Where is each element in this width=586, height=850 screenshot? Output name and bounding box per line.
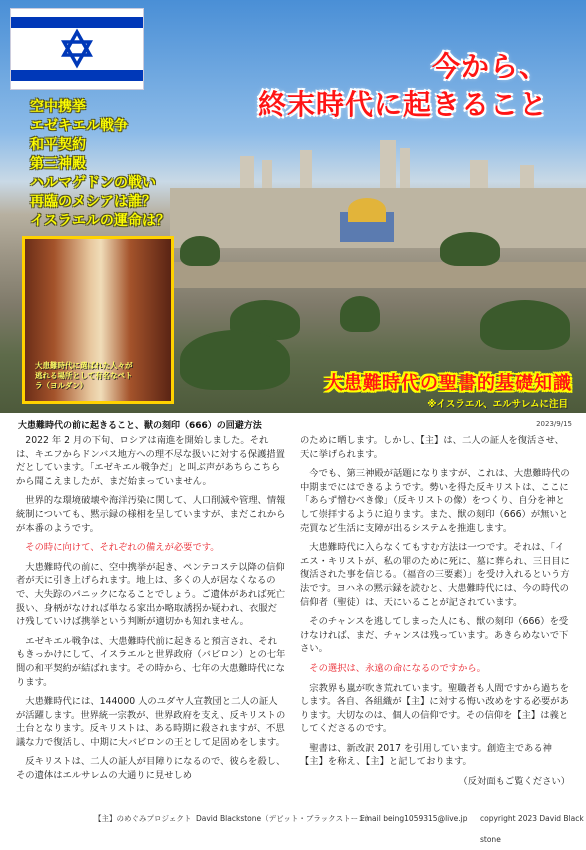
footer-email: Email being1059315@live.jp: [360, 814, 468, 823]
paragraph: 世界的な環境破壊や海洋汚染に関して、人口削減や管理、情報統制についても、黙示録の様相を呈していますが、まだこれからが本番のようです。: [16, 495, 286, 534]
paragraph: 2022 年 2 月の下旬、ロシアは南進を開始しました。それは、キエフからドンバス地方への理不尽な扱いに対する保護措置だとしています。「エゼキエル戦争だ」と叫ぶ声があちらこちらから聞こえましたが、まだ始まっていません。: [16, 435, 285, 487]
city-wall: [170, 262, 586, 288]
footer-copyright: copyright 2023 David Black stone: [480, 814, 584, 844]
hero-banner: [0, 0, 586, 413]
article-left-column: [16, 434, 286, 789]
paragraph: 反キリストは、二人の証人が目障りになるので、彼らを殺し、その遺体はエルサレムの大通りに見せしめ: [16, 756, 286, 782]
petra-caption: 大患難時代に選ばれた人々が逃れる場所として有名なペトラ（ヨルダン）: [35, 361, 133, 390]
topic-item: ハルマゲドンの戦い: [30, 175, 156, 191]
topic-item: エゼキエル戦争: [30, 118, 128, 134]
hero-title-line2: 終末時代に起きること: [257, 88, 548, 121]
paragraph: のために晒します。しかし、【主】は、二人の証人を復活させ、天に挙げられます。: [300, 435, 564, 460]
footer-project: 【主】のめぐみプロジェクト: [94, 814, 192, 823]
article-date: 2023/9/15: [536, 420, 572, 428]
footer: [0, 808, 586, 844]
topic-item: イスラエルの運命は？: [30, 213, 170, 229]
paragraph: 聖書は、新改訳 2017 を引用しています。創造主である神【主】を称え、【主】と記しております。: [300, 742, 552, 768]
tree: [480, 300, 570, 350]
paragraph: そのチャンスを逃してしまった人にも、獣の刻印（666）を受けなければ、まだ、チャンスは残っています。あきらめないで下さい。: [300, 616, 569, 655]
article-headline: 大患難時代の前に起きること、獣の刻印（666）の回避方法: [18, 421, 262, 431]
footer-author: David Blackstone（デビット・ブラックストーン）: [196, 814, 373, 823]
paragraph: （反対面もご覧ください）: [458, 776, 570, 788]
paragraph: その選択は、永遠の命になるのですから。: [309, 662, 486, 674]
petra-photo: [22, 236, 174, 404]
paragraph: エゼキエル戦争は、大患難時代前に起きると預言され、それもきっかけにして、イスラエルと世界政府（バビロン）との七年間の和平契約が結ばれます。その時から、七年の大患難時代になります。: [16, 635, 286, 688]
tree: [440, 232, 500, 266]
paragraph: 大患難時代に入らなくてもすむ方法は一つです。それは、「イエス・キリストが、私の罪のために死に、墓に葬られ、三日目に復活された事を信じる。（福音の三要素）」を受け入れるという方法です。ヨハネの黙示録を読むと、大患難時代には、今の時代の信仰者（聖徒）は、天にいることが記されています。: [300, 542, 570, 608]
israel-flag: [10, 8, 144, 90]
tree: [340, 296, 380, 332]
golden-dome: [348, 198, 386, 222]
hero-subcaption: ※イスラエル、エルサレムに注目: [427, 399, 568, 410]
tree: [180, 236, 220, 266]
paragraph: 今でも、第三神殿が話題になりますが、これは、大患難時代の中期までにはできるようです。勢いを得た反キリストは、ここに「あらず憎むべき像」（反キリストの像）をつくり、自分を神として崇拝するように迫ります。また、獣の刻印（666）が無いと売買など生活に支障が出るシステムを推進します。: [300, 468, 570, 534]
topic-item: 第三神殿: [30, 156, 86, 172]
paragraph: 大患難時代の前に、空中携挙が起き、ペンテコステ以降の信仰者が天に引き上げられます。地上は、多くの人が居なくなるので、大失踪のパニックになることでしょう。ご遺体があれば死亡扱い、身柄がなければ単なる家出か略取誘拐か疑われ、衣服だけ残していけば携挙という判断が適切かも知れません。: [16, 561, 286, 628]
topic-item: 再臨のメシアは誰？: [30, 194, 156, 210]
paragraph: 大患難時代には、144000 人のユダヤ人宣教団と二人の証人が活躍します。世界統一宗教が、世界政府を支え、反キリストの土台となります。反キリストは、ある時期に殺されますが、不思議な力で復活し、中期に大バビロンの王として足固めをします。: [16, 696, 286, 748]
tree: [180, 330, 290, 390]
topic-item: 和平契約: [30, 137, 86, 153]
article-right-column: [300, 434, 570, 795]
hero-subtitle: 大患難時代の聖書的基礎知識: [325, 373, 572, 394]
topic-list: [30, 98, 170, 231]
paragraph: その時に向けて、それぞれの備えが必要です。: [25, 542, 220, 554]
topic-item: 空中携挙: [30, 99, 86, 115]
star-of-david-icon: [11, 9, 143, 89]
hero-title: [258, 48, 548, 124]
hero-title-line1: 今から、: [431, 50, 548, 83]
paragraph: 宗教界も嵐が吹き荒れています。聖職者も人間ですから過ちをします。各自、各組織が【主】に対する悔い改めをする必要があります。大切なのは、個人の信仰です。その信仰を【主】は義としてくださるのです。: [300, 682, 569, 735]
